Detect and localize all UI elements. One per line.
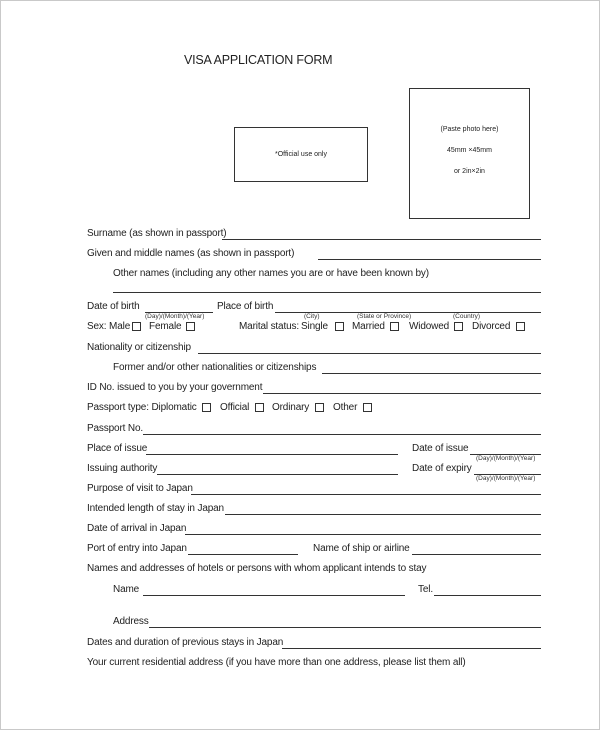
other-names-label: Other names (including any other names you are or have been known by): [113, 268, 429, 279]
divorced-label: Divorced: [472, 321, 511, 332]
widowed-label: Widowed: [409, 321, 450, 332]
other-checkbox[interactable]: [363, 403, 372, 412]
length-of-stay-label: Intended length of stay in Japan: [87, 503, 224, 514]
dob-field[interactable]: [145, 312, 213, 313]
tel-label: Tel.: [418, 584, 433, 595]
nationality-field[interactable]: [198, 353, 541, 354]
divorced-checkbox[interactable]: [516, 322, 525, 331]
female-label: Female: [149, 321, 182, 332]
address-label: Address: [113, 616, 149, 627]
widowed-checkbox[interactable]: [454, 322, 463, 331]
host-name-field[interactable]: [143, 595, 405, 596]
previous-stays-field[interactable]: [282, 648, 541, 649]
state-hint: (State or Province): [357, 313, 412, 320]
photo-size-mm: 45mm ×45mm: [447, 147, 492, 154]
photo-instruction: (Paste photo here): [440, 126, 499, 133]
other-label: Other: [333, 402, 358, 413]
host-address-field[interactable]: [149, 627, 541, 628]
passport-type-label: Passport type: Diplomatic: [87, 402, 197, 413]
photo-box[interactable]: [409, 88, 530, 219]
male-checkbox[interactable]: [132, 322, 141, 331]
ship-airline-label: Name of ship or airline: [313, 543, 410, 554]
single-label: Single: [301, 321, 328, 332]
other-names-field[interactable]: [113, 292, 541, 293]
diplomatic-checkbox[interactable]: [202, 403, 211, 412]
country-hint: (Country): [453, 313, 481, 320]
name-label: Name: [113, 584, 140, 595]
ship-airline-field[interactable]: [412, 554, 541, 555]
city-hint: (City): [304, 313, 320, 320]
dob-format-hint: (Day)/(Month)/(Year): [145, 313, 205, 320]
form-title: VISA APPLICATION FORM: [184, 53, 333, 67]
place-of-issue-field[interactable]: [146, 454, 398, 455]
sex-male-label: Sex: Male: [87, 321, 131, 332]
id-no-field[interactable]: [263, 393, 541, 394]
port-of-entry-label: Port of entry into Japan: [87, 543, 187, 554]
date-of-expiry-label: Date of expiry: [412, 463, 472, 474]
date-of-arrival-field[interactable]: [185, 534, 541, 535]
photo-size-in: or 2in×2in: [454, 168, 485, 175]
married-label: Married: [352, 321, 385, 332]
female-checkbox[interactable]: [186, 322, 195, 331]
date-of-issue-label: Date of issue: [412, 443, 469, 454]
ordinary-label: Ordinary: [272, 402, 310, 413]
length-of-stay-field[interactable]: [225, 514, 541, 515]
given-names-label: Given and middle names (as shown in passport): [87, 248, 295, 259]
issuing-authority-field[interactable]: [157, 474, 398, 475]
ordinary-checkbox[interactable]: [315, 403, 324, 412]
place-of-birth-label: Place of birth: [217, 301, 274, 312]
former-nationalities-label: Former and/or other nationalities or citizenships: [113, 362, 317, 373]
surname-label: Surname (as shown in passport): [87, 228, 227, 239]
issuing-authority-label: Issuing authority: [87, 463, 158, 474]
nationality-label: Nationality or citizenship: [87, 342, 191, 353]
place-of-issue-label: Place of issue: [87, 443, 148, 454]
hotels-label: Names and addresses of hotels or persons with whom applicant intends to stay: [87, 563, 427, 574]
previous-stays-label: Dates and duration of previous stays in Japan: [87, 637, 284, 648]
former-nationalities-field[interactable]: [322, 373, 541, 374]
port-of-entry-field[interactable]: [188, 554, 298, 555]
issue-date-hint: (Day)/(Month)/(Year): [476, 455, 536, 462]
official-use-box: [234, 127, 368, 182]
passport-no-label: Passport No.: [87, 423, 144, 434]
married-checkbox[interactable]: [390, 322, 399, 331]
host-tel-field[interactable]: [434, 595, 541, 596]
official-checkbox[interactable]: [255, 403, 264, 412]
id-no-label: ID No. issued to you by your government: [87, 382, 263, 393]
given-names-field[interactable]: [318, 259, 541, 260]
purpose-label: Purpose of visit to Japan: [87, 483, 193, 494]
official-use-label: *Official use only: [274, 151, 327, 158]
purpose-field[interactable]: [191, 494, 541, 495]
passport-no-field[interactable]: [143, 434, 541, 435]
single-checkbox[interactable]: [335, 322, 344, 331]
official-label: Official: [220, 402, 250, 413]
residential-address-label: Your current residential address (if you have more than one address, please list them all): [87, 657, 466, 668]
surname-field[interactable]: [222, 239, 541, 240]
expiry-date-hint: (Day)/(Month)/(Year): [476, 475, 536, 482]
marital-status-label: Marital status:: [239, 321, 299, 332]
dob-label: Date of birth: [87, 301, 140, 312]
date-of-arrival-label: Date of arrival in Japan: [87, 523, 187, 534]
